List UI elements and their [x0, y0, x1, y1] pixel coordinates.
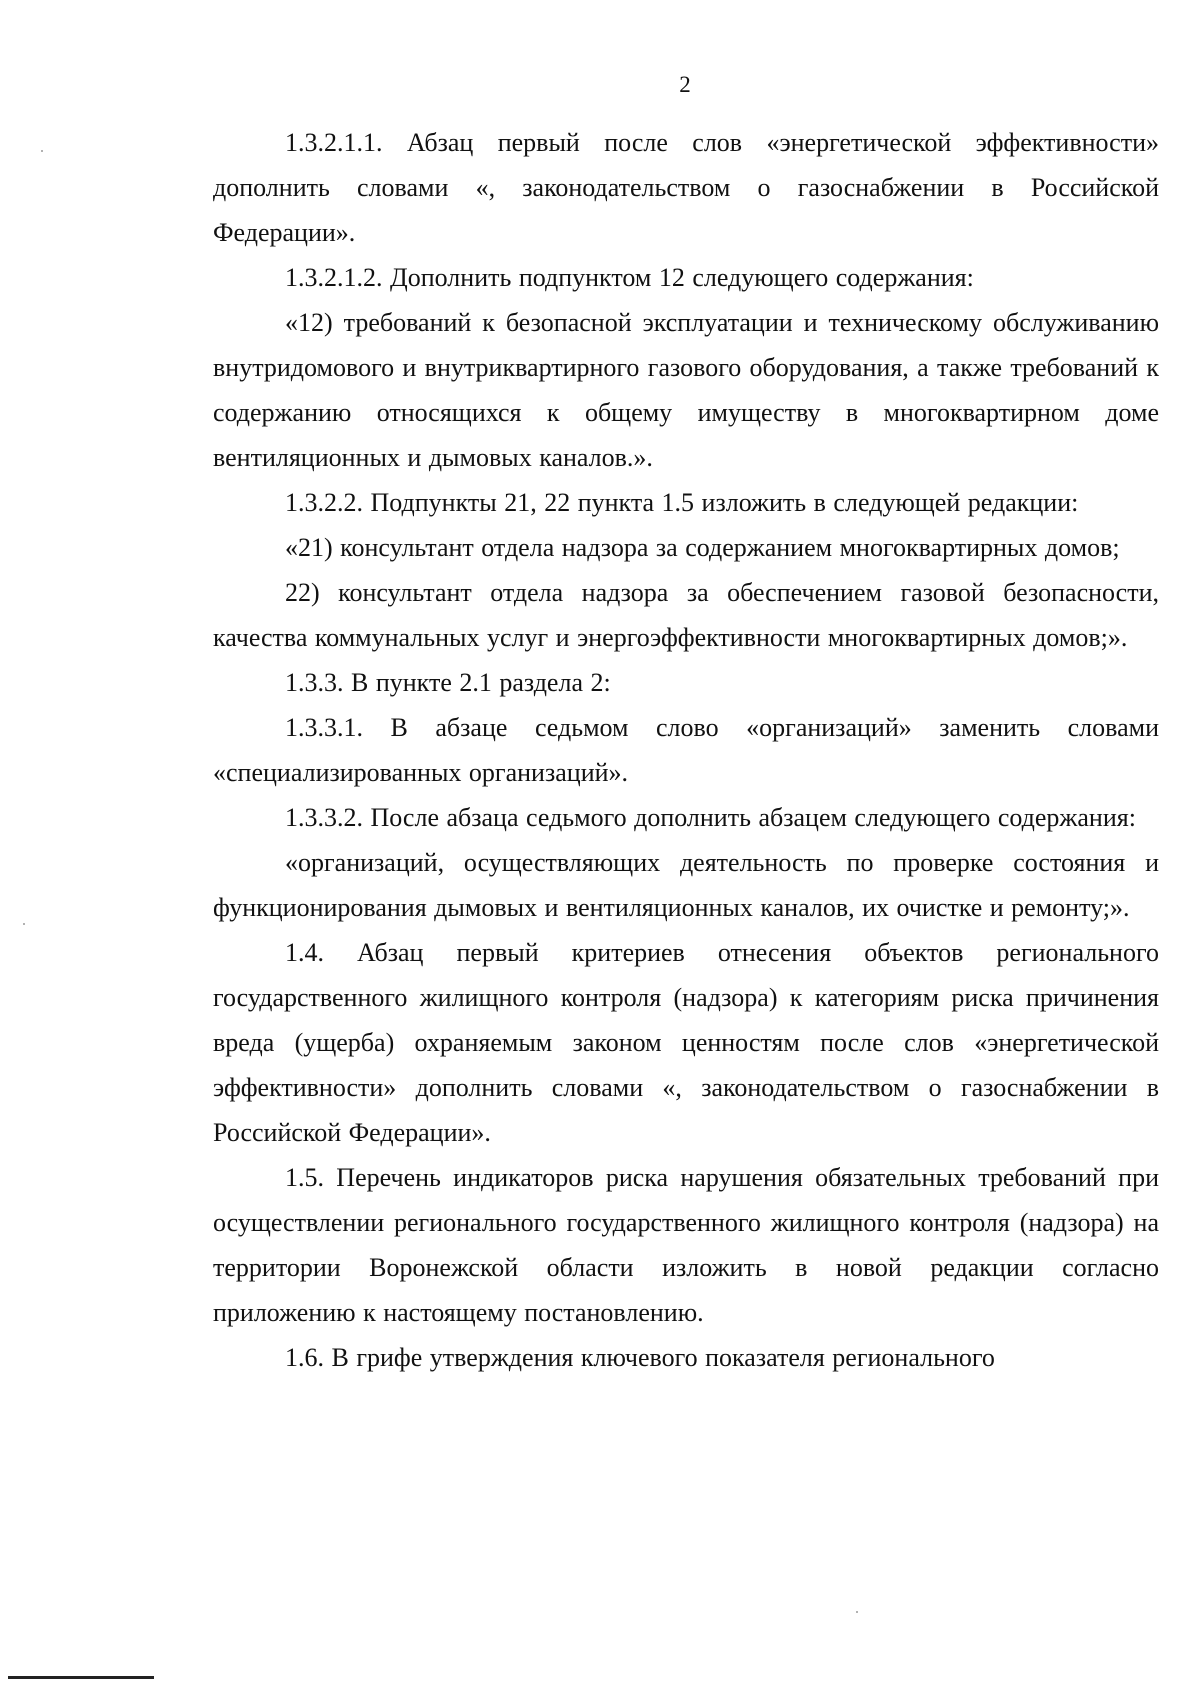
paragraph-1-5: 1.5. Перечень индикаторов риска нарушения обязательных требований при осуществлении регионального государственного жилищного контроля (надзора) на территории Воронежской области изложить в новой редакции согласно приложению к настоящему постановлению. — [213, 1163, 1159, 1327]
page-number: 2 — [679, 72, 691, 97]
paragraph-subitem-12: «12) требований к безопасной эксплуатации и техническому обслуживанию внутридомового и внутриквартирного газового оборудования, а также требований к содержанию относящихся к общему имуществу в многоквартирном доме вентиляционных и дымовых каналов.». — [213, 308, 1159, 472]
scan-speck — [856, 1611, 858, 1613]
paragraph-1-4: 1.4. Абзац первый критериев отнесения объектов регионального государственного жилищного контроля (надзора) к категориям риска причинения вреда (ущерба) охраняемым законом ценностям после слов «энергетической эффективности» дополнить словами «, законодательством о газоснабжении в Российской Федерации». — [213, 938, 1159, 1147]
paragraph-1-3-2-2: 1.3.2.2. Подпункты 21, 22 пункта 1.5 изложить в следующей редакции: — [285, 488, 1079, 517]
paragraph-subitem-22: 22) консультант отдела надзора за обеспечением газовой безопасности, качества коммунальных услуг и энергоэффективности многоквартирных домов;». — [213, 578, 1159, 652]
scan-speck — [41, 150, 43, 152]
paragraph-1-3-2-1-1: 1.3.2.1.1. Абзац первый после слов «энергетической эффективности» дополнить словами «, законодательством о газоснабжении в Российской Федерации». — [213, 128, 1159, 247]
document-body — [213, 120, 1159, 1380]
paragraph-1-3-3-1: 1.3.3.1. В абзаце седьмом слово «организаций» заменить словами «специализированных организаций». — [213, 713, 1159, 787]
paragraph-1-6: 1.6. В грифе утверждения ключевого показателя регионального — [285, 1343, 995, 1372]
paragraph-1-3-3: 1.3.3. В пункте 2.1 раздела 2: — [285, 668, 611, 697]
scan-edge-mark — [8, 1676, 154, 1679]
paragraph-1-3-3-2: 1.3.3.2. После абзаца седьмого дополнить абзацем следующего содержания: — [285, 803, 1136, 832]
scan-speck — [23, 923, 25, 925]
paragraph-subitem-21: «21) консультант отдела надзора за содержанием многоквартирных домов; — [285, 533, 1120, 562]
paragraph-1-3-2-1-2: 1.3.2.1.2. Дополнить подпунктом 12 следующего содержания: — [285, 263, 974, 292]
paragraph-new-abzac: «организаций, осуществляющих деятельность по проверке состояния и функционирования дымовых и вентиляционных каналов, их очистке и ремонту;». — [213, 848, 1159, 922]
